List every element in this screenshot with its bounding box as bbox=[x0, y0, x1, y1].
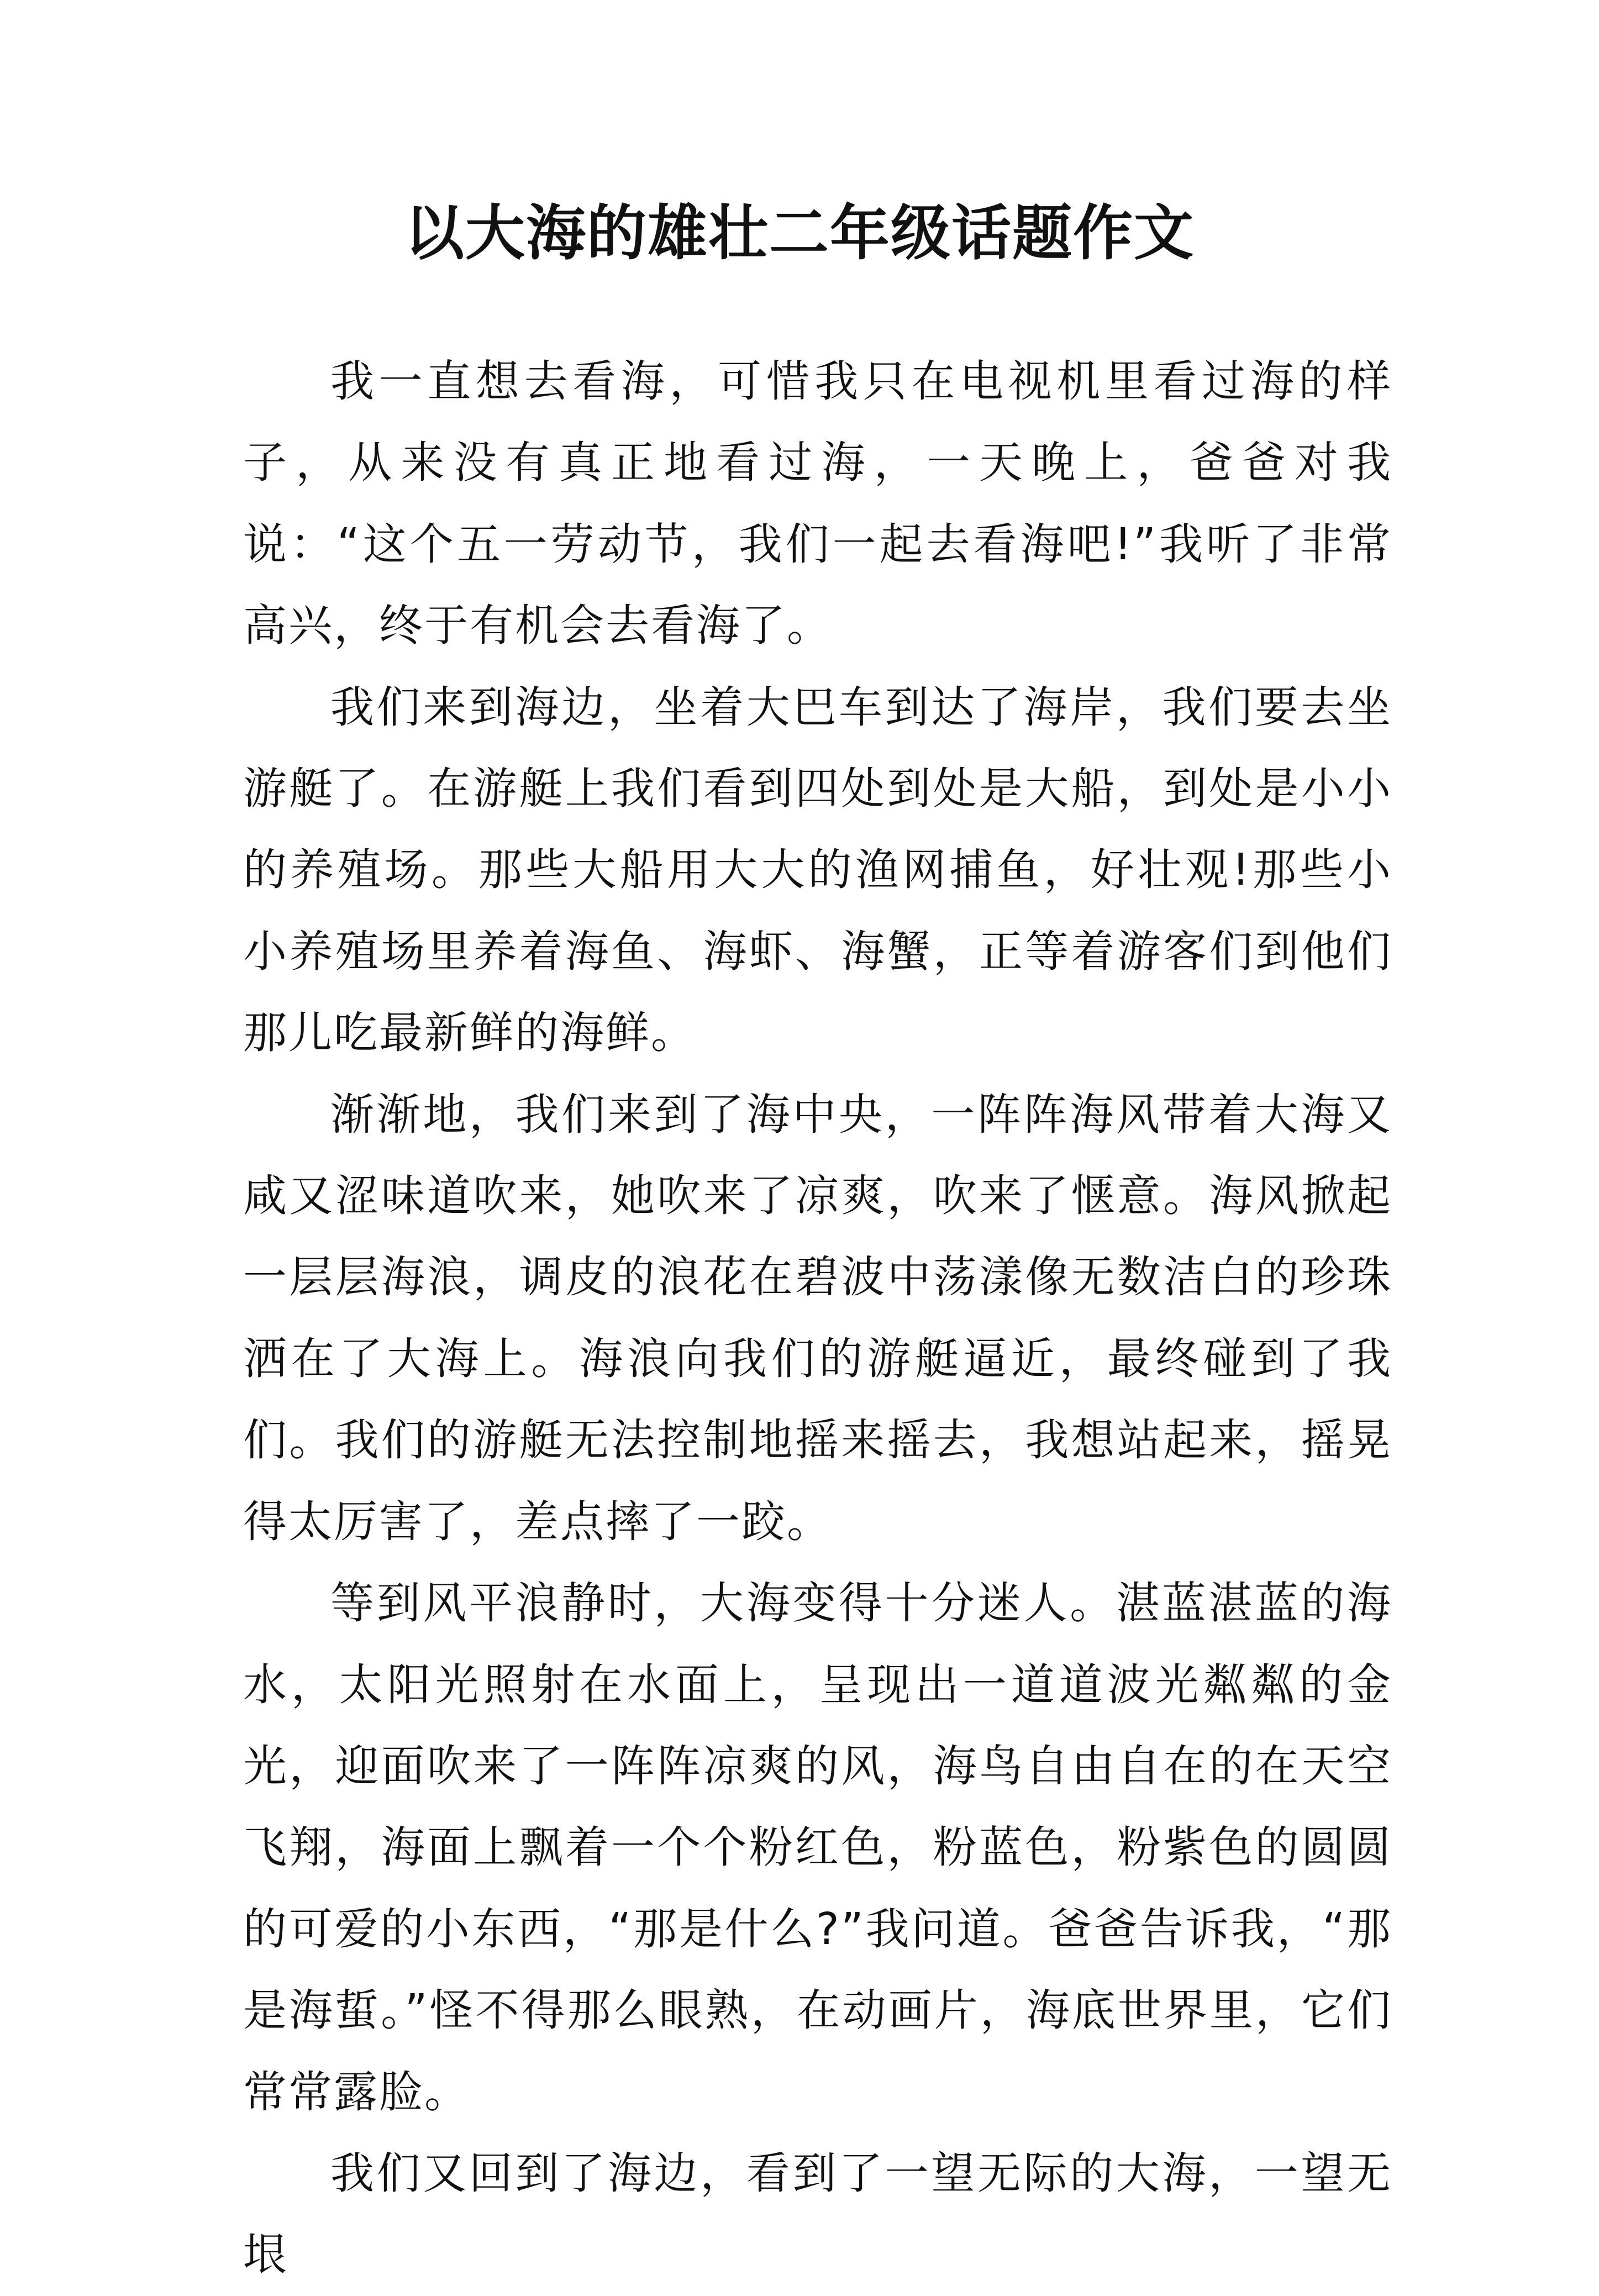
document-title: 以大海的雄壮二年级话题作文 bbox=[404, 198, 1195, 268]
paragraph: 我一直想去看海，可惜我只在电视机里看过海的样子，从来没有真正地看过海，一天晚上，爸爸对我说：“这个五一劳动节，我们一起去看海吧!”我听了非常高兴，终于有机会去看海了。 bbox=[243, 356, 1392, 652]
paragraph: 等到风平浪静时，大海变得十分迷人。湛蓝湛蓝的海水，太阳光照射在水面上，呈现出一道道波光粼粼的金光，迎面吹来了一阵阵凉爽的风，海鸟自由自在的在天空飞翔，海面上飘着一个个粉红色，粉蓝色，粉紫色的圆圆的可爱的小东西，“那是什么?”我问道。爸爸告诉我，“那是海蜇。”怪不得那么眼熟，在动画片，海底世界里，它们常常露脸。 bbox=[243, 1578, 1392, 2118]
paragraph: 渐渐地，我们来到了海中央，一阵阵海风带着大海又咸又涩味道吹来，她吹来了凉爽，吹来了惬意。海风掀起一层层海浪，调皮的浪花在碧波中荡漾像无数洁白的珍珠洒在了大海上。海浪向我们的游艇逼近，最终碰到了我们。我们的游艇无法控制地摇来摇去，我想站起来，摇晃得太厉害了，差点摔了一跤。 bbox=[243, 1089, 1392, 1547]
paragraph: 我们又回到了海边，看到了一望无际的大海，一望无垠 bbox=[243, 2147, 1392, 2281]
paragraph: 我们来到海边，坐着大巴车到达了海岸，我们要去坐游艇了。在游艇上我们看到四处到处是大船，到处是小小的养殖场。那些大船用大大的渔网捕鱼，好壮观!那些小小养殖场里养着海鱼、海虾、海蟹，正等着游客们到他们那儿吃最新鲜的海鲜。 bbox=[243, 681, 1392, 1059]
document-body bbox=[243, 341, 1392, 2296]
